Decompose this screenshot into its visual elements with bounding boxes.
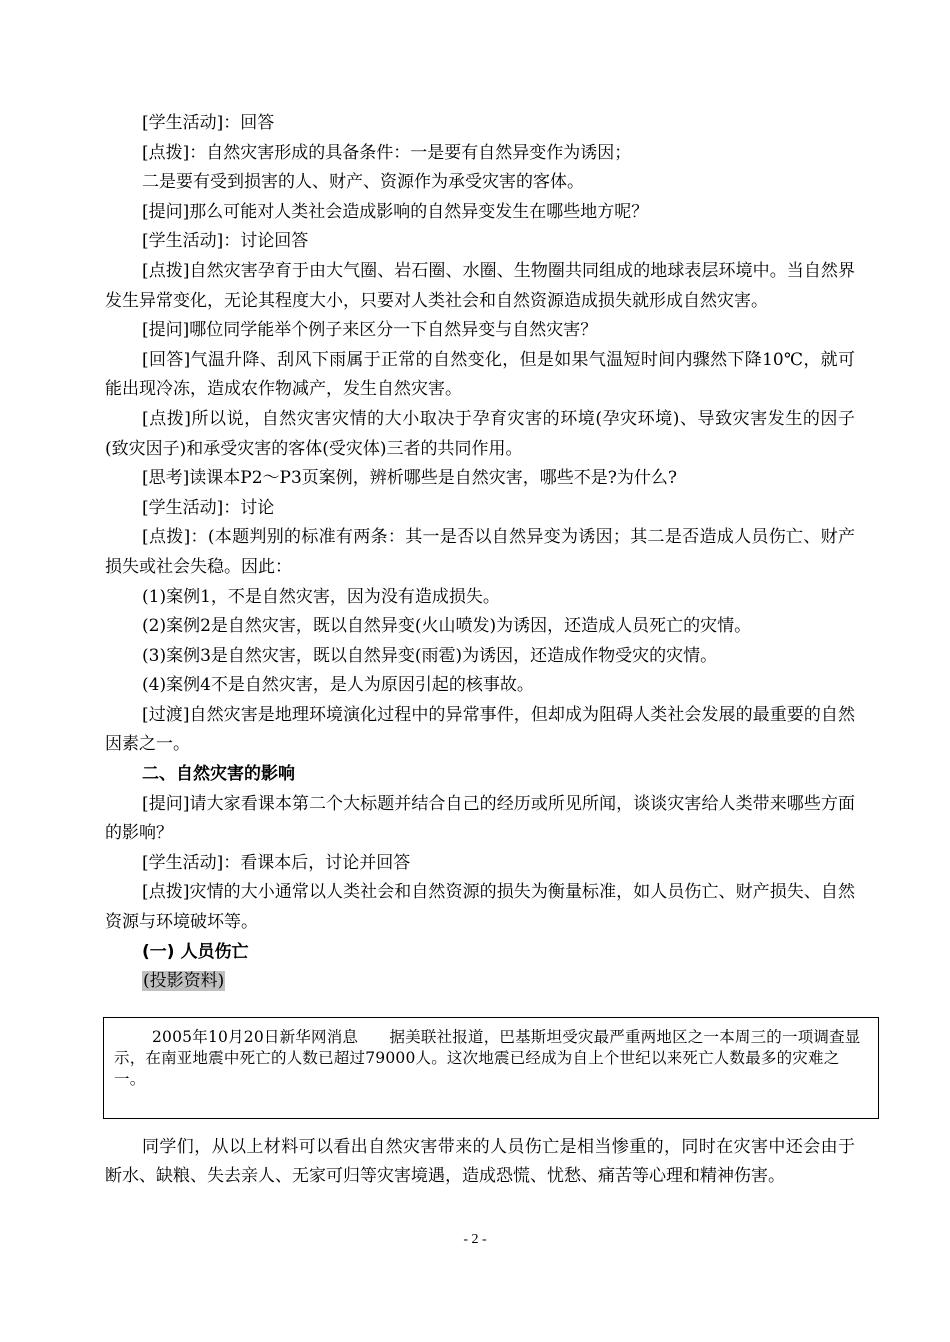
paragraph-hint-three-factors: [点拨]所以说，自然灾害灾情的大小取决于孕育灾害的环境(孕灾环境)、导致灾害发生的因子(致灾因子)和承受灾害的客体(受灾体)三者的共同作用。: [105, 408, 855, 459]
paragraph-transition: [过渡]自然灾害是地理环境演化过程中的异常事件，但却成为阻碍人类社会发展的最重要的自然因素之一。: [105, 704, 855, 755]
paragraph-question-impacts: [提问]请大家看课本第二个大标题并结合自己的经历或所见所闻，谈谈灾害给人类带来哪些方面的影响？: [105, 793, 855, 844]
projection-label-text: (投影资料): [143, 971, 225, 992]
paragraph-question-example: [提问]哪位同学能举个例子来区分一下自然异变与自然灾害？: [142, 320, 598, 341]
paragraph-think-cases: [思考]读课本P2～P3页案例，辨析哪些是自然灾害，哪些不是?为什么?: [142, 468, 678, 489]
paragraph-student-discuss: [学生活动]：讨论回答: [142, 231, 309, 252]
paragraph-hint-conditions: [点拨]：自然灾害形成的具备条件：一是要有自然异变作为诱因；: [142, 142, 632, 163]
list-item-case-4: (4)案例4不是自然灾害，是人为原因引起的核事故。: [142, 675, 534, 696]
news-excerpt-text: 2005年10月20日新华网消息 据美联社报道，巴基斯坦受灾最严重两地区之一本周三的一项调查显示，在南亚地震中死亡的人数已超过79000人。这次地震已经成为自上个世纪以来死亡人数最多的灾难之一。: [114, 1027, 861, 1088]
paragraph-hint-criteria: [点拨]：(本题判别的标准有两条：其一是否以自然异变为诱因；其二是否造成人员伤亡、财产损失或社会失稳。因此：: [105, 527, 855, 577]
paragraph-hint-losses: [点拨]灾情的大小通常以人类社会和自然资源的损失为衡量标准，如人员伤亡、财产损失、自然资源与环境破坏等。: [105, 882, 855, 933]
page-number: - 2 -: [463, 1232, 487, 1247]
document-body: [105, 109, 861, 1192]
paragraph-closing: 同学们，从以上材料可以看出自然灾害带来的人员伤亡是相当惨重的，同时在灾害中还会由于断水、缺粮、失去亲人、无家可归等灾害境遇，造成恐慌、忧愁、痛苦等心理和精神伤害。: [105, 1136, 855, 1187]
paragraph-student-read: [学生活动]：看课本后，讨论并回答: [142, 852, 411, 873]
paragraph-student-discussion: [学生活动]：讨论: [142, 497, 275, 518]
news-excerpt-box: [103, 1017, 879, 1119]
list-item-case-2: (2)案例2是自然灾害，既以自然异变(火山喷发)为诱因，还造成人员死亡的灾情。: [142, 616, 752, 637]
projection-material-label: [105, 967, 855, 997]
subsection-heading-casualties: (一) 人员伤亡: [142, 941, 249, 962]
list-item-case-3: (3)案例3是自然灾害，既以自然异变(雨雹)为诱因，还造成作物受灾的灾情。: [142, 645, 718, 666]
paragraph-condition-two: 二是要有受到损害的人、财产、资源作为承受灾害的客体。: [142, 172, 584, 193]
paragraph-student-answer: [学生活动]：回答: [142, 113, 275, 133]
list-item-case-1: (1)案例1，不是自然灾害，因为没有造成损失。: [142, 586, 500, 607]
section-heading-impacts: 二、自然灾害的影响: [142, 764, 295, 785]
paragraph-hint-environment: [点拨]自然灾害孕育于由大气圈、岩石圈、水圈、生物圈共同组成的地球表层环境中。当自然界发生异常变化，无论其程度大小，只要对人类社会和自然资源造成损失就形成自然灾害。: [105, 260, 855, 311]
paragraph-question-where: [提问]那么可能对人类社会造成影响的自然异变发生在哪些地方呢？: [142, 201, 649, 222]
paragraph-answer-temperature: [回答]气温升降、刮风下雨属于正常的自然变化，但是如果气温短时间内骤然下降10℃，就可能出现冷冻，造成农作物减产，发生自然灾害。: [105, 349, 855, 400]
